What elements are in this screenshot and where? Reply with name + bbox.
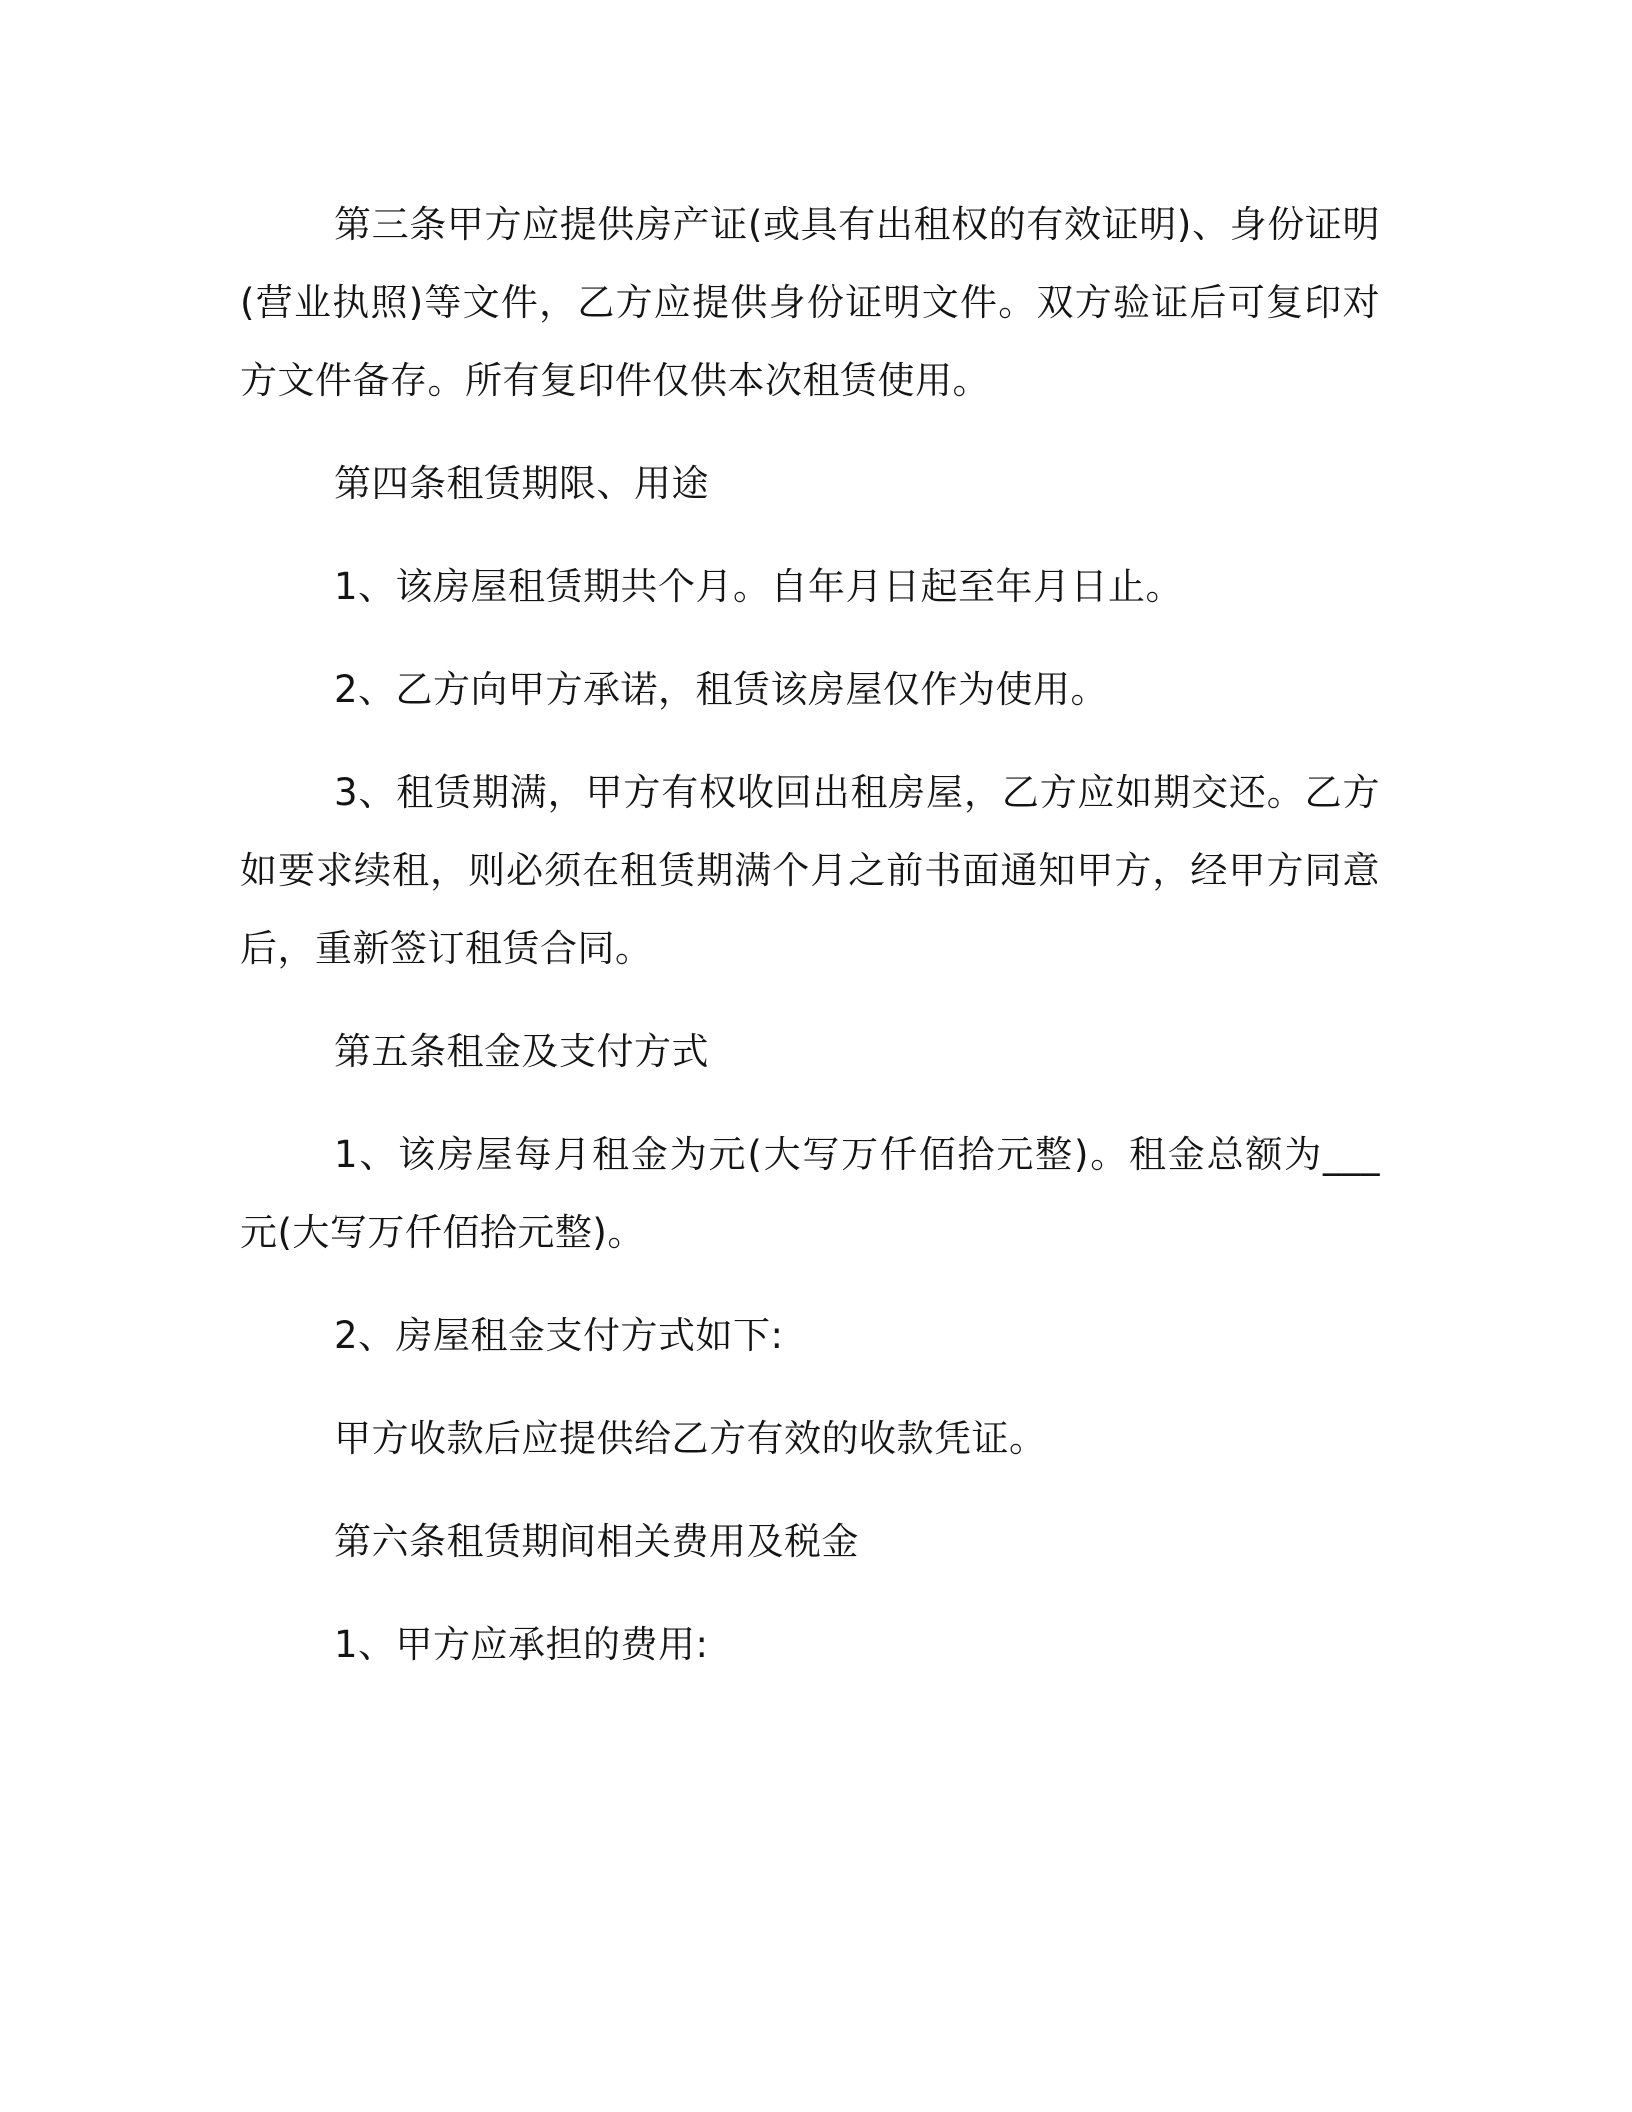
document-body	[240, 186, 1380, 1684]
clause-6-heading: 第六条租赁期间相关费用及税金	[334, 1520, 859, 1563]
clause-4-item-2: 2、乙方向甲方承诺，租赁该房屋仅作为使用。	[334, 668, 1109, 711]
clause-5-item-2: 2、房屋租金支付方式如下:	[334, 1314, 784, 1357]
clause-6-item-1: 1、甲方应承担的费用:	[334, 1623, 709, 1666]
clause-4-item-3: 3、租赁期满，甲方有权收回出租房屋，乙方应如期交还。乙方如要求续租，则必须在租赁期满个月之前书面通知甲方，经甲方同意后，重新签订租赁合同。	[240, 771, 1380, 970]
clause-3-documents: 第三条甲方应提供房产证(或具有出租权的有效证明)、身份证明(营业执照)等文件，乙方应提供身份证明文件。双方验证后可复印对方文件备存。所有复印件仅供本次租赁使用。	[240, 203, 1380, 402]
clause-4-heading: 第四条租赁期限、用途	[334, 462, 709, 505]
clause-5-item-1: 1、该房屋每月租金为元(大写万仟佰拾元整)。租金总额为___元(大写万仟佰拾元整)。	[240, 1133, 1380, 1254]
clause-5-receipt-note: 甲方收款后应提供给乙方有效的收款凭证。	[334, 1417, 1047, 1460]
clause-4-item-1: 1、该房屋租赁期共个月。自年月日起至年月日止。	[334, 565, 1184, 608]
clause-5-heading: 第五条租金及支付方式	[334, 1030, 709, 1073]
